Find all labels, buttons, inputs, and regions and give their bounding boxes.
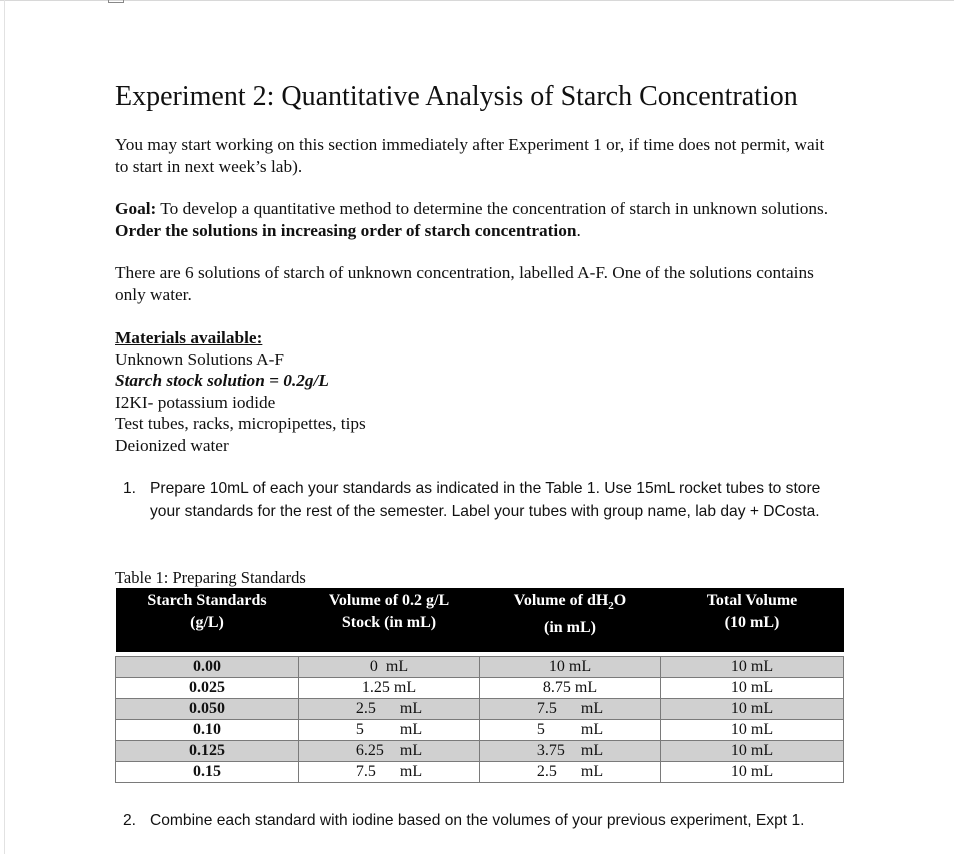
value: 7.5 xyxy=(536,700,557,717)
unit: mL xyxy=(580,742,604,759)
step-text: Combine each standard with iodine based on the volumes of your previous experiment, Expt 1. xyxy=(150,812,805,829)
header-line: (10 mL) xyxy=(724,614,780,631)
unit: mL xyxy=(399,763,423,780)
cell-concentration: 0.050 xyxy=(116,699,299,720)
table-caption: Table 1: Preparing Standards xyxy=(115,568,306,587)
cell-total-volume: 10 mL xyxy=(661,678,844,699)
step-number: 2. xyxy=(123,812,137,829)
cell-concentration: 0.125 xyxy=(116,741,299,762)
header-water-volume xyxy=(480,588,661,652)
cell-stock-volume xyxy=(299,741,480,762)
cell-stock-volume xyxy=(299,720,480,741)
goal-label: Goal: xyxy=(115,199,157,218)
unit: mL xyxy=(568,658,592,675)
unit: mL xyxy=(399,721,423,738)
value: 7.5 xyxy=(355,763,376,780)
value: 1.25 xyxy=(361,679,390,696)
solutions-paragraph: There are 6 solutions of starch of unknown concentration, labelled A-F. One of the solutions contains only water. xyxy=(115,263,814,304)
cell-water-volume xyxy=(480,699,661,720)
standards-table xyxy=(115,588,844,783)
unit: mL xyxy=(574,679,598,696)
cell-stock-volume xyxy=(299,657,480,678)
header-line: (g/L) xyxy=(190,614,224,631)
cell-water-volume xyxy=(480,678,661,699)
cell-total-volume: 10 mL xyxy=(661,741,844,762)
table-row xyxy=(116,699,844,720)
table-row xyxy=(116,762,844,783)
cell-total-volume: 10 mL xyxy=(661,762,844,783)
header-total-volume xyxy=(661,588,844,652)
table-row xyxy=(116,678,844,699)
cell-water-volume xyxy=(480,720,661,741)
table-row xyxy=(116,720,844,741)
cell-concentration: 0.025 xyxy=(116,678,299,699)
goal-bold-text: Order the solutions in increasing order of starch concentration xyxy=(115,221,577,240)
cell-concentration: 0.00 xyxy=(116,657,299,678)
unit: mL xyxy=(580,763,604,780)
goal-text: To develop a quantitative method to determine the concentration of starch in unknown solutions. xyxy=(156,199,829,218)
page-title: Experiment 2: Quantitative Analysis of Starch Concentration xyxy=(115,81,798,112)
value: 2.5 xyxy=(536,763,557,780)
cell-stock-volume xyxy=(299,699,480,720)
cell-water-volume xyxy=(480,657,661,678)
materials-item: I2KI- potassium iodide xyxy=(115,392,276,412)
unit: mL xyxy=(385,658,409,675)
unit: mL xyxy=(393,679,417,696)
step-number: 1. xyxy=(123,480,137,497)
value: 5 xyxy=(355,721,364,738)
value: 6.25 xyxy=(355,742,384,759)
table-row xyxy=(116,657,844,678)
cell-concentration: 0.15 xyxy=(116,762,299,783)
value: 5 xyxy=(536,721,545,738)
margin-corner-mark xyxy=(108,0,124,3)
intro-paragraph: You may start working on this section immediately after Experiment 1 or, if time does not permit, wait to start in next week’s lab). xyxy=(115,135,825,176)
header-line: Starch Standards xyxy=(147,592,267,609)
materials-heading: Materials available: xyxy=(115,328,263,347)
header-starch-standards xyxy=(116,588,299,652)
materials-list xyxy=(115,327,366,456)
unit: mL xyxy=(580,700,604,717)
cell-water-volume xyxy=(480,741,661,762)
materials-item: Unknown Solutions A-F xyxy=(115,349,284,369)
value: 3.75 xyxy=(536,742,565,759)
materials-item: Deionized water xyxy=(115,435,229,455)
step-text: Prepare 10mL of each your standards as indicated in the Table 1. Use 15mL rocket tubes to store your standards for the rest of the semester. Label your tubes with group name, lab day + DCosta. xyxy=(150,480,821,520)
value: 8.75 xyxy=(542,679,571,696)
unit: mL xyxy=(399,742,423,759)
value: 0 xyxy=(369,658,378,675)
page-left-edge xyxy=(4,0,5,854)
page-top-edge xyxy=(0,0,954,1)
table-row xyxy=(116,741,844,762)
header-stock-volume xyxy=(299,588,480,652)
materials-item: Test tubes, racks, micropipettes, tips xyxy=(115,414,366,433)
cell-stock-volume xyxy=(299,762,480,783)
header-line: Volume of dH xyxy=(513,592,609,609)
header-line: Volume of 0.2 g/L xyxy=(328,592,450,609)
header-line: (in mL) xyxy=(544,619,596,637)
step-2 xyxy=(123,810,853,833)
header-line: O xyxy=(613,592,627,609)
step-1 xyxy=(123,478,853,523)
header-line: Stock (in mL) xyxy=(341,614,437,631)
materials-item: Starch stock solution = 0.2g/L xyxy=(115,371,329,390)
value: 10 xyxy=(548,658,565,675)
cell-total-volume: 10 mL xyxy=(661,657,844,678)
cell-concentration: 0.10 xyxy=(116,720,299,741)
header-line: Total Volume xyxy=(706,592,798,609)
cell-total-volume: 10 mL xyxy=(661,699,844,720)
table-header-row xyxy=(116,588,844,652)
value: 2.5 xyxy=(355,700,376,717)
goal-paragraph xyxy=(115,198,835,242)
header-subscript: 2 xyxy=(608,600,614,613)
unit: mL xyxy=(399,700,423,717)
goal-end: . xyxy=(576,221,581,240)
unit: mL xyxy=(580,721,604,738)
cell-total-volume: 10 mL xyxy=(661,720,844,741)
cell-stock-volume xyxy=(299,678,480,699)
cell-water-volume xyxy=(480,762,661,783)
